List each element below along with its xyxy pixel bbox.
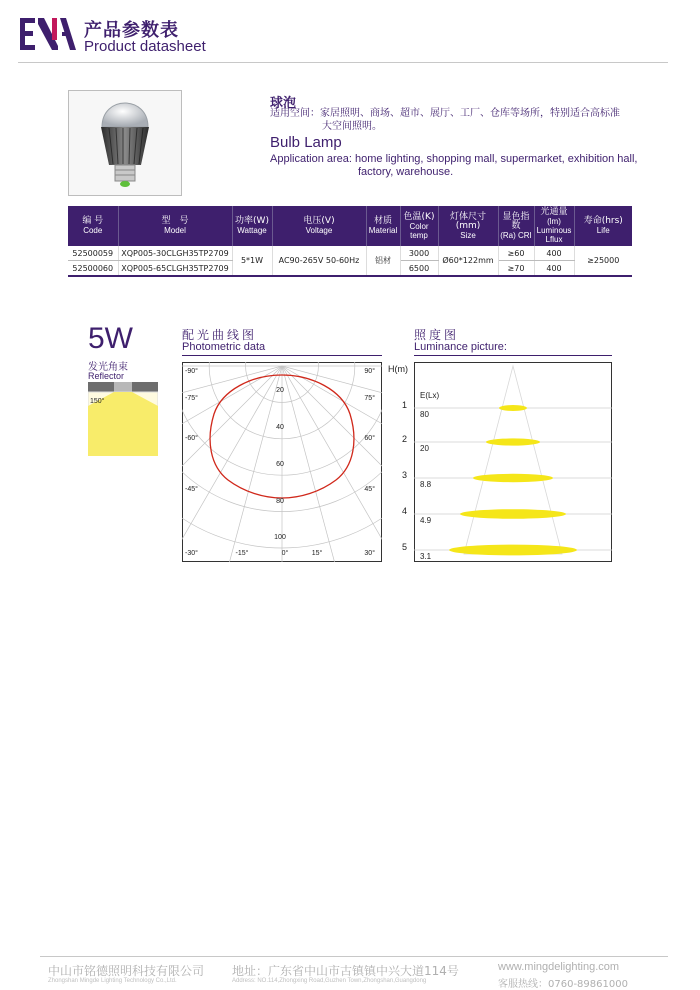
- product-name-cn: 球泡: [270, 96, 297, 111]
- angle-label: 45°: [364, 486, 375, 493]
- cell-cri: ≥70: [498, 261, 534, 277]
- angle-label: -60°: [185, 435, 198, 442]
- footer-company-cn: 中山市铭德照明科技有限公司: [48, 964, 205, 978]
- angle-label: -15°: [235, 550, 249, 557]
- reflector-label-en: Reflector: [88, 371, 125, 381]
- footer-address-en: Address: NO.114,Zhongxing Road,Guzhen Town,Zhongshan,Guangdong: [232, 978, 427, 984]
- cell-model: XQP005-65CLGH35TP2709: [118, 261, 232, 277]
- cell-code: 52500060: [68, 261, 118, 277]
- angle-label: 0°: [281, 550, 289, 557]
- lux-value: 8.8: [420, 480, 432, 489]
- footer-hotline: 客服热线：0760-89861000: [498, 979, 628, 990]
- cell-lumen: 400: [534, 246, 574, 261]
- illuminance-ellipse: [499, 405, 527, 411]
- lux-value: 4.9: [420, 516, 432, 525]
- footer-company-en: Zhongshan Mingde Lighting Technology Co.,Ltd.: [48, 978, 177, 984]
- angle-label: -30°: [185, 550, 198, 557]
- header-title-cn: 产品参数表: [84, 20, 179, 41]
- height-value: 1: [402, 400, 408, 410]
- angle-label: 90°: [364, 368, 375, 375]
- photometric-title-cn: 配光曲线图: [182, 328, 258, 342]
- cell-life: ≥25000: [574, 246, 632, 276]
- height-value: 5: [402, 542, 408, 552]
- angle-label: 30°: [364, 550, 375, 557]
- cell-color-temp: 3000: [400, 246, 438, 261]
- lux-value: 3.1: [420, 552, 432, 561]
- footer-website[interactable]: www.mingdelighting.com: [498, 961, 620, 973]
- luminance-title-en: Luminance picture:: [414, 341, 507, 353]
- footer-divider: [40, 956, 668, 957]
- footer-address-cn: 地址：广东省中山市古镇镇中兴大道114号: [232, 964, 459, 978]
- cell-lumen: 400: [534, 261, 574, 277]
- header-wattage: 功率(W) Wattage: [232, 206, 272, 246]
- spec-table: [68, 206, 632, 277]
- reflector-diagram: [88, 382, 158, 456]
- lux-axis-label: E(Lx): [420, 391, 440, 400]
- radial-label: 100: [274, 534, 286, 541]
- height-axis-title: H(m): [388, 364, 408, 374]
- luminance-chart: [414, 362, 612, 562]
- photometric-chart: [182, 362, 382, 562]
- header-title-en: Product datasheet: [84, 38, 206, 55]
- illuminance-ellipse: [460, 509, 566, 519]
- angle-label: 15°: [311, 550, 323, 557]
- radial-label: 40: [276, 424, 284, 431]
- company-logo: [18, 16, 78, 52]
- application-cn: [270, 107, 650, 133]
- table-row: [68, 246, 632, 261]
- application-cn-line1: 适用空间：家居照明、商场、超市、展厅、工厂、仓库等场所，特别适合高标准: [270, 108, 620, 119]
- radial-label: 60: [276, 461, 284, 468]
- cell-cri: ≥60: [498, 246, 534, 261]
- reflector-label-cn: 发光角束: [88, 362, 128, 373]
- illuminance-ellipse: [473, 474, 553, 482]
- angle-label: -75°: [185, 395, 198, 402]
- luminance-divider: [414, 355, 612, 356]
- height-value: 2: [402, 434, 408, 444]
- table-header-row: [68, 206, 632, 246]
- lux-value: 20: [420, 444, 429, 453]
- header-color-temp: 色温(K) Color temp: [400, 206, 438, 246]
- application-en-line2: factory, warehouse.: [358, 166, 454, 178]
- header-life: 寿命(hrs) Life: [574, 206, 632, 246]
- header-material: 材质 Material: [366, 206, 400, 246]
- cell-code: 52500059: [68, 246, 118, 261]
- header-divider: [18, 62, 668, 63]
- product-photo: [68, 90, 182, 196]
- angle-label: -90°: [185, 368, 198, 375]
- cell-size: Ø60*122mm: [438, 246, 498, 276]
- lux-value: 80: [420, 410, 429, 419]
- angle-label: -45°: [185, 486, 198, 493]
- cell-color-temp: 6500: [400, 261, 438, 277]
- bulb-image: [69, 91, 181, 195]
- illuminance-ellipse: [449, 545, 577, 556]
- angle-label: 60°: [364, 435, 375, 442]
- application-en: [270, 153, 650, 179]
- header-lumen: 光通量 (lm) Luminous Lflux: [534, 206, 574, 246]
- height-value: 4: [402, 506, 408, 516]
- radial-label: 80: [276, 498, 284, 505]
- illuminance-ellipse: [486, 438, 540, 445]
- photometric-title-en: Photometric data: [182, 341, 266, 353]
- application-en-line1: Application area: home lighting, shopping mall, supermarket, exhibition hall,: [270, 153, 638, 165]
- header-voltage: 电压(V) Voltage: [272, 206, 366, 246]
- height-value: 3: [402, 470, 408, 480]
- reflector-angle: 150°: [90, 398, 105, 405]
- wattage-title: 5W: [88, 322, 133, 355]
- header-code: 编 号 Code: [68, 206, 118, 246]
- cell-model: XQP005-30CLGH35TP2709: [118, 246, 232, 261]
- radial-label: 20: [276, 387, 284, 394]
- product-name-en: Bulb Lamp: [270, 134, 342, 151]
- cell-wattage: 5*1W: [232, 246, 272, 276]
- application-cn-line2: 大空间照明。: [322, 121, 382, 132]
- photometric-divider: [182, 355, 382, 356]
- cell-material: 铝材: [366, 246, 400, 276]
- angle-label: 75°: [364, 395, 375, 402]
- header-size: 灯体尺寸(mm) Size: [438, 206, 498, 246]
- cell-voltage: AC90-265V 50-60Hz: [272, 246, 366, 276]
- luminance-title-cn: 照度图: [414, 328, 460, 342]
- header-model: 型 号 Model: [118, 206, 232, 246]
- header-cri: 显色指数 (Ra) CRI: [498, 206, 534, 246]
